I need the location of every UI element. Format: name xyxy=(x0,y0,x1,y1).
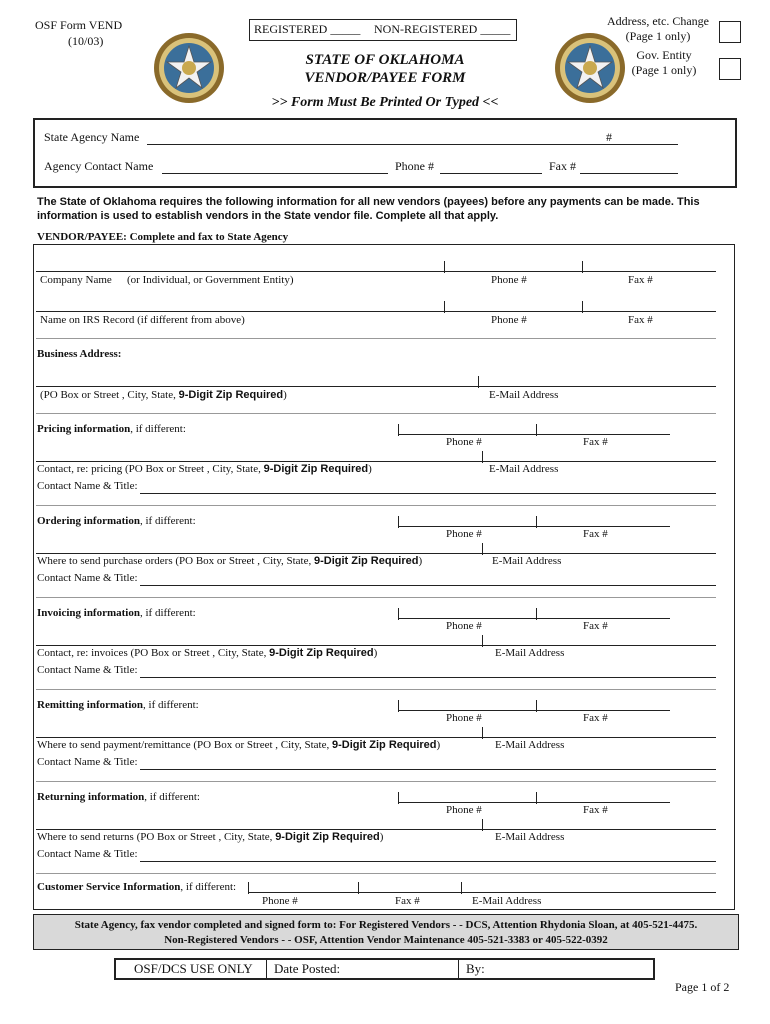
divider xyxy=(36,873,716,874)
remitting-contact-label: Contact Name & Title: xyxy=(37,756,138,768)
pricing-contact-field[interactable] xyxy=(140,493,716,494)
returning-email-label: E-Mail Address xyxy=(495,831,565,843)
date-posted-label[interactable]: Date Posted: xyxy=(274,961,341,976)
customer-service-email-label: E-Mail Address xyxy=(472,895,542,907)
irs-name-field[interactable] xyxy=(36,311,716,312)
agency-contact-label: Agency Contact Name xyxy=(44,159,154,173)
customer-service-heading: Customer Service Information, if different: xyxy=(37,881,237,893)
returning-phone-fax-field[interactable] xyxy=(398,802,670,803)
invoicing-phone-fax-field[interactable] xyxy=(398,618,670,619)
invoicing-phone-label: Phone # xyxy=(446,620,482,632)
irs-name-label: Name on IRS Record (if different from above) xyxy=(40,314,245,326)
invoicing-contact-field[interactable] xyxy=(140,677,716,678)
pricing-address-field[interactable] xyxy=(36,461,716,462)
business-address-label: (PO Box or Street , City, State, 9-Digit Zip Required) xyxy=(40,389,287,401)
returning-heading: Returning information, if different: xyxy=(37,791,200,803)
tick xyxy=(478,376,479,388)
ordering-contact-label: Contact Name & Title: xyxy=(37,572,138,584)
tick xyxy=(536,424,537,436)
agency-phone-field[interactable] xyxy=(440,173,542,174)
irs-fax-label: Fax # xyxy=(628,314,653,326)
invoicing-heading: Invoicing information, if different: xyxy=(37,607,196,619)
non-registered-option[interactable]: NON-REGISTERED _____ xyxy=(374,22,511,36)
divider xyxy=(36,505,716,506)
divider xyxy=(36,338,716,339)
returning-fax-label: Fax # xyxy=(583,804,608,816)
gov-entity-label: Gov. Entity (Page 1 only) xyxy=(631,48,697,77)
state-seal-left-icon xyxy=(153,32,225,104)
remitting-address-label: Where to send payment/remittance (PO Box or Street , City, State, 9-Digit Zip Required) xyxy=(37,739,441,751)
remitting-fax-label: Fax # xyxy=(583,712,608,724)
intro-text: The State of Oklahoma requires the following information for all new vendors (payees) before any payments can be made. This information is used to establish vendors in the State vendor file. Complete all that apply. xyxy=(37,196,700,222)
tick xyxy=(536,792,537,804)
agency-contact-field[interactable] xyxy=(162,173,388,174)
tick xyxy=(444,261,445,273)
fax-instructions-line1: State Agency, fax vendor completed and signed form to: For Registered Vendors - - DCS, Attention Rhydonia Sloan, at 405-521-4475. xyxy=(74,919,698,931)
returning-address-field[interactable] xyxy=(36,829,716,830)
form-date: (10/03) xyxy=(68,34,104,48)
agency-info-box xyxy=(33,118,737,188)
fax-instructions-line2: Non-Registered Vendors - - OSF, Attention Vendor Maintenance 405-521-3383 or 405-522-0392 xyxy=(164,934,608,946)
remitting-email-label: E-Mail Address xyxy=(495,739,565,751)
vendor-payee-box xyxy=(33,244,735,910)
invoicing-contact-label: Contact Name & Title: xyxy=(37,664,138,676)
divider xyxy=(36,597,716,598)
divider xyxy=(36,689,716,690)
customer-service-phone-label: Phone # xyxy=(262,895,298,907)
pricing-fax-label: Fax # xyxy=(583,436,608,448)
invoicing-address-field[interactable] xyxy=(36,645,716,646)
tick xyxy=(482,451,483,463)
form-subtitle: >> Form Must Be Printed Or Typed << xyxy=(271,95,499,110)
pricing-phone-label: Phone # xyxy=(446,436,482,448)
business-email-label: E-Mail Address xyxy=(489,389,559,401)
vendor-heading: VENDOR/PAYEE: Complete and fax to State Agency xyxy=(37,231,289,243)
tick xyxy=(398,424,399,436)
returning-contact-field[interactable] xyxy=(140,861,716,862)
agency-phone-label: Phone # xyxy=(395,159,434,173)
agency-fax-field[interactable] xyxy=(580,173,678,174)
form-title-line1: STATE OF OKLAHOMA xyxy=(305,52,465,68)
ordering-email-label: E-Mail Address xyxy=(492,555,562,567)
tick xyxy=(482,635,483,647)
agency-name-field[interactable] xyxy=(147,144,635,145)
address-change-checkbox[interactable] xyxy=(719,21,741,43)
form-id: OSF Form VEND xyxy=(35,18,123,32)
ordering-address-field[interactable] xyxy=(36,553,716,554)
ordering-contact-field[interactable] xyxy=(140,585,716,586)
customer-service-fax-label: Fax # xyxy=(395,895,420,907)
company-fax-label: Fax # xyxy=(628,274,653,286)
use-only-label: OSF/DCS USE ONLY xyxy=(134,961,253,976)
remitting-phone-fax-field[interactable] xyxy=(398,710,670,711)
remitting-address-field[interactable] xyxy=(36,737,716,738)
address-change-label: Address, etc. Change (Page 1 only) xyxy=(607,14,709,43)
tick xyxy=(536,608,537,620)
company-name-field[interactable] xyxy=(36,271,716,272)
registered-option[interactable]: REGISTERED _____ xyxy=(254,22,361,36)
tick xyxy=(444,301,445,313)
returning-phone-label: Phone # xyxy=(446,804,482,816)
tick xyxy=(398,516,399,528)
irs-phone-label: Phone # xyxy=(491,314,527,326)
divider xyxy=(36,413,716,414)
ordering-address-label: Where to send purchase orders (PO Box or Street , City, State, 9-Digit Zip Required) xyxy=(37,555,423,567)
ordering-fax-label: Fax # xyxy=(583,528,608,540)
company-phone-label: Phone # xyxy=(491,274,527,286)
tick xyxy=(482,727,483,739)
tick xyxy=(582,301,583,313)
tick xyxy=(482,543,483,555)
agency-number-field[interactable] xyxy=(620,144,678,145)
remitting-contact-field[interactable] xyxy=(140,769,716,770)
remitting-heading: Remitting information, if different: xyxy=(37,699,199,711)
invoicing-email-label: E-Mail Address xyxy=(495,647,565,659)
pricing-heading: Pricing information, if different: xyxy=(37,423,186,435)
pricing-contact-label: Contact Name & Title: xyxy=(37,480,138,492)
returning-contact-label: Contact Name & Title: xyxy=(37,848,138,860)
tick xyxy=(398,608,399,620)
ordering-heading: Ordering information, if different: xyxy=(37,515,196,527)
ordering-phone-fax-field[interactable] xyxy=(398,526,670,527)
customer-service-field[interactable] xyxy=(248,892,716,893)
tick xyxy=(536,516,537,528)
ordering-phone-label: Phone # xyxy=(446,528,482,540)
pricing-phone-fax-field[interactable] xyxy=(398,434,670,435)
invoicing-fax-label: Fax # xyxy=(583,620,608,632)
tick xyxy=(536,700,537,712)
agency-fax-label: Fax # xyxy=(549,159,576,173)
business-address-heading: Business Address: xyxy=(37,348,122,360)
divider xyxy=(36,781,716,782)
remitting-phone-label: Phone # xyxy=(446,712,482,724)
tick xyxy=(358,882,359,894)
agency-name-label: State Agency Name xyxy=(44,130,140,144)
business-address-field[interactable] xyxy=(36,386,716,387)
company-name-note: (or Individual, or Government Entity) xyxy=(127,274,294,286)
tick xyxy=(582,261,583,273)
form-title-line2: VENDOR/PAYEE FORM xyxy=(304,70,466,86)
tick xyxy=(461,882,462,894)
by-label[interactable]: By: xyxy=(466,961,485,976)
page-number: Page 1 of 2 xyxy=(675,980,730,994)
invoicing-address-label: Contact, re: invoices (PO Box or Street , City, State, 9-Digit Zip Required) xyxy=(37,647,378,659)
returning-address-label: Where to send returns (PO Box or Street , City, State, 9-Digit Zip Required) xyxy=(37,831,384,843)
registration-status-box xyxy=(249,19,517,41)
osf-dcs-use-only-box xyxy=(114,958,655,980)
tick xyxy=(248,882,249,894)
fax-instructions-box xyxy=(33,914,739,950)
company-name-label: Company Name xyxy=(40,274,112,286)
agency-number-label: # xyxy=(606,130,612,144)
gov-entity-checkbox[interactable] xyxy=(719,58,741,80)
tick xyxy=(398,792,399,804)
pricing-address-label: Contact, re: pricing (PO Box or Street , City, State, 9-Digit Zip Required) xyxy=(37,463,372,475)
pricing-email-label: E-Mail Address xyxy=(489,463,559,475)
tick xyxy=(398,700,399,712)
tick xyxy=(482,819,483,831)
